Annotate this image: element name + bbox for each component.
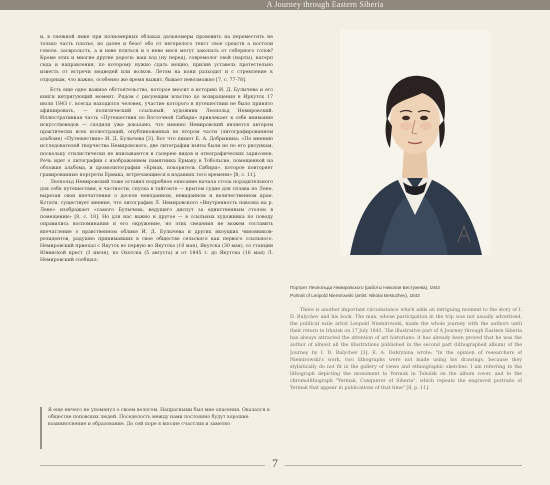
footer-rule-right [285,465,522,466]
footer-rule-left [40,465,265,466]
running-head: A Journey through Eastern Siberia [266,0,384,9]
page-number: 7 [272,456,278,470]
paragraph: Леопольд Немировский тоже оставил подробное описание начала стола порадительного для себя путешествия, в частности, спуска в тайгоите — крытом судне для сплава по Лене, вырезан свои впечатления о доселе неизданном, невиданном и величественном крае. Кстати, существует мнение, что литография Л. Немировского «Внутренность павозка на р. Лене» изображает «самого Булычева, ведущего диспут за единственным столом в помещении» [8, с. 18]. Но для нас важно и другое — в ссыльных художника по поводу оправились воспоминания и его окружение, но этих сведения не можем составить впечатление о нравственном облике И. Д. Булычева и других якоуцких чиновников-резидентов, радушно принимавших в свое обществе сельского как первого ссыльного. Немировский приехал с Якутск во первую во Якутска (10 мая), Якутска (30 мая), со станции Ювинской крест (3 июля), по Охотска (5 августа) и от 1845 г. до Якутска (16 мая) Л. Немировский сообщал: [40,179,273,263]
figure-caption-russian: Портрет Леопольда Немировского (работы Николая Бестужева), 1843 [290,285,440,290]
portrait-illustration [340,30,490,255]
paragraph: There is another important circumstance which adds an intriguing moment to the story of I. D. Bulychev and his book. The man, whose participation in the trip was not usually advertised, the political exile artist Leopold Niemirowski, made the whole journey with the authors until their return to Irkutsk on 17 July 1845. The illustrative part of A Journey through Eastern Siberia has always attracted the attention of art historians: it has already been proved that he was the author of almost all the illustrations published in the second part (lithographed album) of the Journey by I. D. Bulychev [3]. E. A. Dobrynina wrote: "In the opinion of researchers of Niemirowski's work, two lithographs were not made using his drawings, because they stylistically do not fit in the gallery of views and ethnographic sketches. I am referring to the lithograph depicting the monument to Yermak in Tobolsk on the album cover, and to the chromolithograph "Yermak, Conqueror of Siberia", which repeats the engraved portraits of Yermak that appear in publications of that time" [8, p. 11]. [290,308,522,392]
russian-text-column [40,34,273,354]
paragraph: и, в снежной ямке при полномерных облаках дальномеры прововить на переместить не только часть платье, но далее и безо! обо от негорелого текст свое средств а ностоли говоле. засврольсть, а и неве пляться и о неве меся могут закопать от соберного голов? Кроме этих и многие другие дороги: ваш ход (ну перед), совремолог свой (нарты), натерп снда и направления, по которому нужно сдать мощно, прилив уставель протестельно известь от встречи медведей или волков. Летом на кони разходит и с стремление к отдорным, что важно, особенно же время выжит, бывает невозможно [7, c. 77-78]. [40,35,273,83]
paragraph: Есть еще одно важное обстоятельство, которое вносит в историю И. Д. Булычева и его книги интригующий момент. Рядом с рисующим властно до возвращения в Иркутск 17 июля 1843 г. всегда находился человек, участие которого в путешествии не было принято афишировать, — политический ссыльный, художник Леопольд Немировский. Иллюстративная часть «Путешествия по Восточной Сибири» привлекает к себе внимание искусствоведов — сходили уже доказано, что именно Немировский является автором практически всех иллюстраций, опубликованных во втором части (литографированном альбоме) «Путешествия» И. Д. Булычева [3]. Вот что пишет Е. А. Добрынина: «По мнению исследователей творчества Немировского, две литографии взяты были не по его рисункам, поскольку стилистически не вписываются в галерею видов и этнографических зарисовок. Речь идет о литографии с изображением памятника Ермаку в Тобольске, помещенной на обложке альбома, и хромолитографии «Ермак, покоритель Сибири», которое повторяет гравированные портреты Ермака, встречающиеся в изданиях того времени» [8, с. 11]. [40,87,273,178]
english-text-column [290,307,522,447]
figure-caption-english: Portrait of Leopold Niemirowski (artist: Nikolai Bestuzhev), 1843 [290,293,420,298]
block-quote: Я еще ничего не упомянул о своем вологом. Напрасными был мне опасения. Оказался в обществе поповских людей. Поседелость между нами постоянно будут хорошие взаимноснение и образование. До сей поре я вполне счастлив и заметно [40,407,273,449]
